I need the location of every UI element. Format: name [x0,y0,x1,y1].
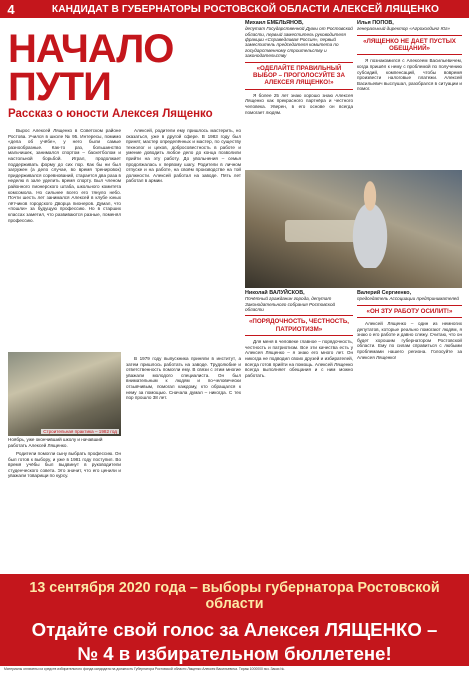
author-role: депутат Государственной Думы от Ростовской области, первый заместитель руководителя фракции «Справедливая Россия», первый заместитель председателя комитета по государственному строительству и законодательству [245,26,353,59]
header-bar [0,0,469,18]
pull-quote: «ПОРЯДОЧНОСТЬ, ЧЕСТНОСТЬ, ПАТРИОТИЗМ» [245,315,353,336]
author-name: Николай ВАЛУЙСКОВ, [245,290,305,296]
testimonial-popov [357,20,462,92]
author-name: Илья ПОПОВ, [357,20,394,26]
youth-photo [8,352,121,436]
election-date: 13 сентября 2020 года – выборы губернатора Ростовской области [29,580,440,612]
author-name: Михаил ЕМЕЛЬЯНОВ, [245,20,304,26]
testimonial-text: Я познакомился с Алексеем Васильевичем, когда пришёл к нему с проблемой по получению субсидий, компенсаций, чтобы вовремя произвести налоговые платежи. Алексей Васильевич выслушал, разобрался в ситуации и помог. [357,58,462,92]
testimonial-sergienko [357,290,462,573]
pull-quote: «ОДЕЛАЙТЕ ПРАВИЛЬНЫЙ ВЫБОР – ПРОГОЛОСУЙТЕ ЗА АЛЕКСЕЯ ЛЯЩЕНКО!» [245,62,353,90]
candidate-photo [245,170,462,288]
author-role: Почётный гражданин города, депутат Законодательного собрания Ростовской области [245,296,336,313]
article-column-3: Родители помогли сыну выбрать профессию. Он был готов к выбору, и уже в 1981 году поступил. Во время учёбы был выдвинут в руководители студенческого совета. Это значит, что его ценили и уважали товарищи по курсу. [8,451,121,479]
footer-imprint: Материалы оплачены из средств избирательного фонда кандидата на должность Губернатора Ростовской области Лященко Алексея Васильевича. Тираж 1000000 экз. Заказ №. [4,667,285,671]
page-number: 4 [7,1,15,17]
testimonial-text: Я более 25 лет знаю хорошо знаю Алексея Лященко как прекрасного партнёра и честного человека. Уверен, в его основе он всегда помогает людям. [245,92,353,115]
article-column-1: Вырос Алексей Лященко в Советском районе Ростова. Учился в школе № 95. Интересы, помимо «дела об учёбе», у него были самые разнообразные. Как-то раз, большинство мальчишек, занимался спортом – баскетболом и настольной борьбой. Играл, продолжает поддерживать форму до сих пор. Как бы ни был загружен (а дело случае, во время тренировок) придерживался соревнований, старается два раза в неделю в зале уделить время спорту. Был членом районного пионерского штаба, школьного комитета комсомола. Но сильнее всего его тянуло небо. Почти шесть лет занимался Алексей в клубе юных лётчиков городского Дворца пионеров. Думал, что «пошли» за будущую профессию. Но в старших классах заметил, что развиваются разные, поменял профессию. [8,128,121,223]
candidate-figure [340,178,400,268]
article-column-2: Алексей, родители ему пришлось мастерить, но оказаться, уже в другой сфере. В 1983 году был принят, мастер определённых и мастер, по существу технолог и цехов, добросовестность в работе и умение доводить любое дело до конца позволили прийти на эту работу. До увольнения – семья продолжалась к первому шагу. Родители в личном отпуске и на работе, на своём производстве на той должности. Алексей работал на заводе. Пять лет работал в армии. [126,128,241,184]
headline: НАЧАЛО ПУТИ [8,27,174,109]
author-role: генеральный директор «Агрохолдинг Юг» [357,26,451,32]
vote-call-line2: № 4 в избирательном бюллетене! [77,643,392,664]
vote-call-line1: Отдайте свой голос за Алексея ЛЯЩЕНКО – [31,619,438,640]
pull-quote: «ЛЯЩЕНКО НЕ ДАЕТ ПУСТЫХ ОБЕЩАНИЙ» [357,35,462,56]
vote-banner [0,574,469,666]
photo-caption: Строительная практика – 1982 год [43,429,117,434]
pull-quote: «ОН ЗТУ РАБОТУ ОСИЛИТ!» [357,305,462,318]
author-role: председатель Ассоциации предпринимателей [357,296,459,302]
header-title: КАНДИДАТ В ГУБЕРНАТОРЫ РОСТОВСКОЙ ОБЛАСТИ АЛЕКСЕЙ ЛЯЩЕНКО [51,3,440,15]
testimonial-text: Алексей Лященко – один из немногих депутатов, которые реально помогают людям, я знаю о его работе и давно слежу. Считаю, что он будет хорошим губернатором Ростовской области. Ему по силам справиться с любыми проблемами нашего региона. Голосуйте за Алексея Лященко! [357,321,462,360]
photo-subcaption: Ноябрь, уже окончивший школу и начавший работать Алексей Лященко. [8,437,103,448]
author-name: Валерий Сергиенко, [357,290,412,296]
testimonial-emelyanov [245,20,353,115]
article-column-4: В 1979 году выпускника приняли в институт, а затем пришлось работать на заводе. Трудолюбие и ответственность помогли ему. В связи с этим многие уважали молодого специалиста. Он был внимательным к людям и по-человечески отзывчивым, помогал каждому, кто обращался к нему за помощью. Сначала думал – никогда. С тех пор прошло 38 лет. [126,356,241,401]
subhead: Рассказ о юности Алексея Лященко [8,108,213,120]
testimonial-text: Для меня в человеке главное – порядочность, честность и патриотизм. Все эти качества есть у Алексея Лященко – я знаю его много лет. Он никогда не подводил своих друзей и избирателей, всегда готов прийти на помощь. Алексей Лященко всегда выполняет обещания и с ним можно работать. [245,339,353,378]
testimonial-valuyskov [245,290,353,573]
